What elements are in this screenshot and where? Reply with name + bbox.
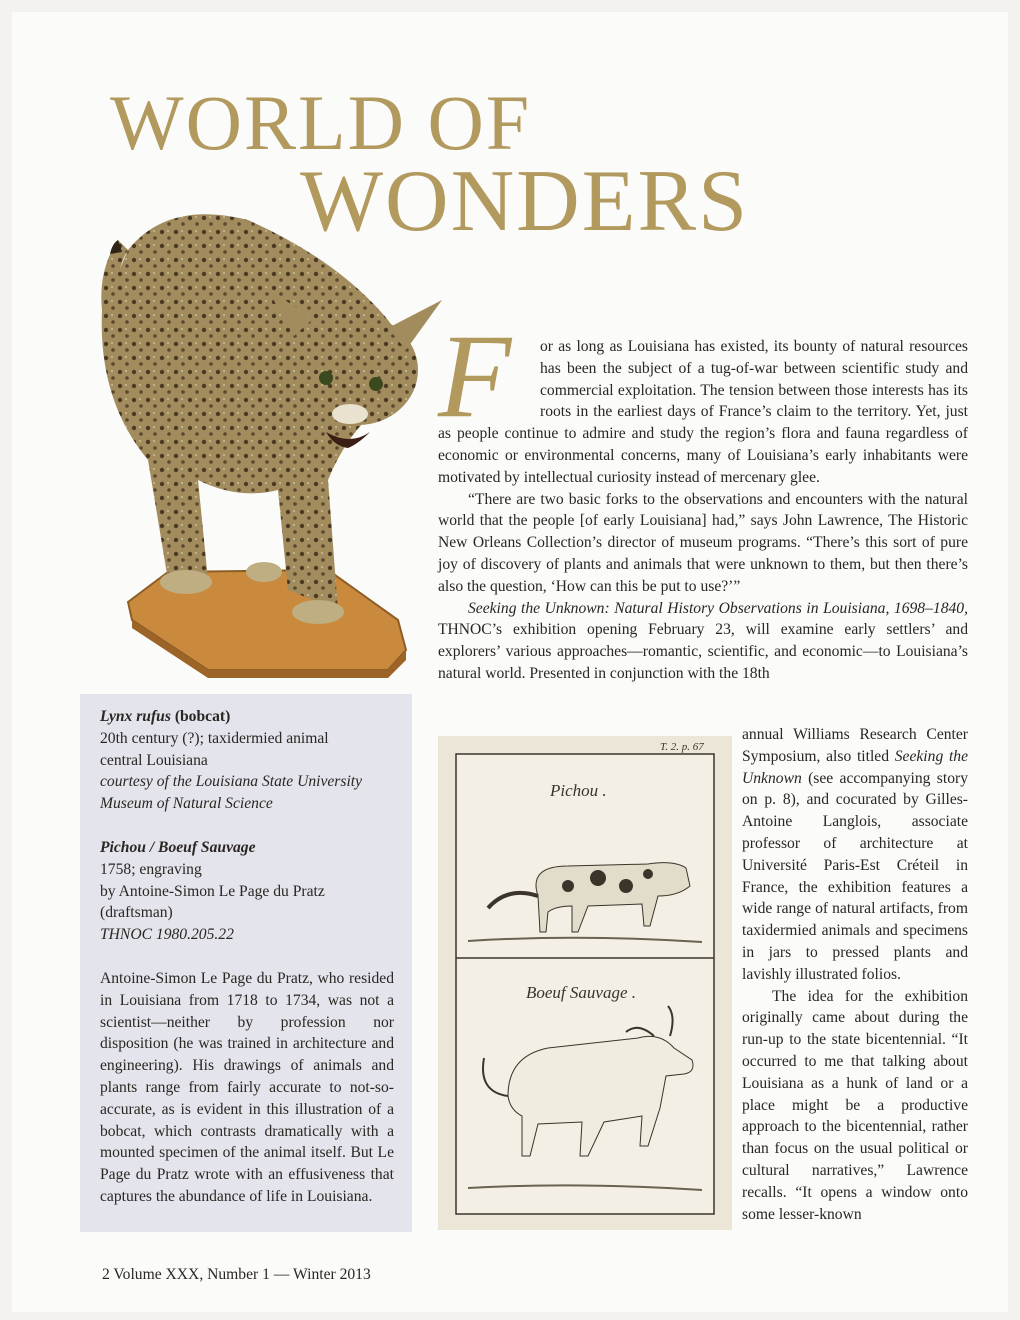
article-paragraph-4: annual Williams Research Center Symposium, also titled Seeking the Unknown (see accompanying story on p. 8), and cocurated by Gilles-Antoine Langlois, associate professor of architecture at Université Paris-Est Créteil in France, the exhibition features a wide range of natural artifacts, from taxidermied animals and specimens in jars to pressed plants and lavishly illustrated folios. — [742, 726, 969, 983]
caption-item1-credit: courtesy of the Louisiana State University Museum of Natural Science — [100, 773, 363, 813]
caption-essay: Antoine-Simon Le Page du Pratz, who resided in Louisiana from 1718 to 1734, was not a scientist—neither by profession nor disposition (he was trained in architecture and engineering). His drawings of animals and plants range from fairly accurate to not-so-accurate, as is evident in this illustration of a bobcat, which contrasts dramatically with a mounted specimen of the animal itself. But Le Page du Pratz wrote with an effusiveness that captures the abundance of life in Louisiana. — [100, 969, 394, 1205]
title-line-2: WONDERS — [300, 153, 750, 250]
caption-item2-artist: by Antoine-Simon Le Page du Pratz (draftsman) — [100, 882, 325, 922]
pichou-boeuf-engraving — [438, 736, 732, 1230]
caption-item1-place: central Louisiana — [100, 751, 208, 769]
article-paragraph-3: Seeking the Unknown: Natural History Observations in Louisiana, 1698–1840, THNOC’s exhibition opening February 23, will examine early settlers’ and explorers’ various approaches—romantic, scientific, and economic—to Louisiana’s natural world. Presented in conjunction with the 18th — [438, 599, 968, 682]
caption-item1-title: Lynx rufus (bobcat) — [100, 708, 231, 725]
title-line-1: WORLD OF — [110, 79, 532, 166]
boeuf-label: Boeuf Sauvage . — [526, 983, 636, 1002]
caption-box — [80, 694, 412, 1232]
drop-cap: F — [438, 309, 512, 442]
caption-item2-accession: THNOC 1980.205.22 — [100, 926, 234, 944]
article-paragraph-1: or as long as Louisiana has existed, its bounty of natural resources has been the subject of a tug-of-war between scientific study and commercial exploitation. The tension between those interests has its roots in the earliest days of France’s claim to the territory. Yet, just as people continue to admire and study the region’s flora and fauna regardless of economic or environmental concerns, many of Louisiana’s early inhabitants were motivated by intellectual curiosity instead of mercenary glee. — [438, 338, 968, 486]
caption-item2-date: 1758; engraving — [100, 860, 202, 878]
article-paragraph-5: The idea for the exhibition originally came about during the run-up to the state bicentennial. “It occurred to me that talking about Louisiana as a hunk of land or a place might be a productive approach to the bicentennial, rather than focus on the usual political or cultural narratives,” Lawrence recalls. “It opens a window onto some lesser-known — [742, 987, 968, 1223]
article-body-right — [742, 724, 968, 1225]
article-body-upper — [438, 336, 968, 685]
plate-number: T. 2. p. 67 — [660, 741, 704, 753]
caption-item2-title: Pichou / Boeuf Sauvage — [100, 838, 256, 856]
page-footer: 2 Volume XXX, Number 1 — Winter 2013 — [102, 1266, 371, 1283]
bobcat-photo — [88, 200, 448, 680]
article-paragraph-2: “There are two basic forks to the observations and encounters with the natural world that the people [of early Louisiana] had,” says John Lawrence, The Historic New Orleans Collection’s director of museum programs. “There’s this sort of pure joy of discovery of plants and animals that were unknown to them, but then there’s also the question, ‘How can this be put to use?’” — [438, 490, 968, 595]
pichou-label: Pichou . — [550, 781, 607, 800]
caption-item1-date: 20th century (?); taxidermied animal — [100, 729, 329, 747]
